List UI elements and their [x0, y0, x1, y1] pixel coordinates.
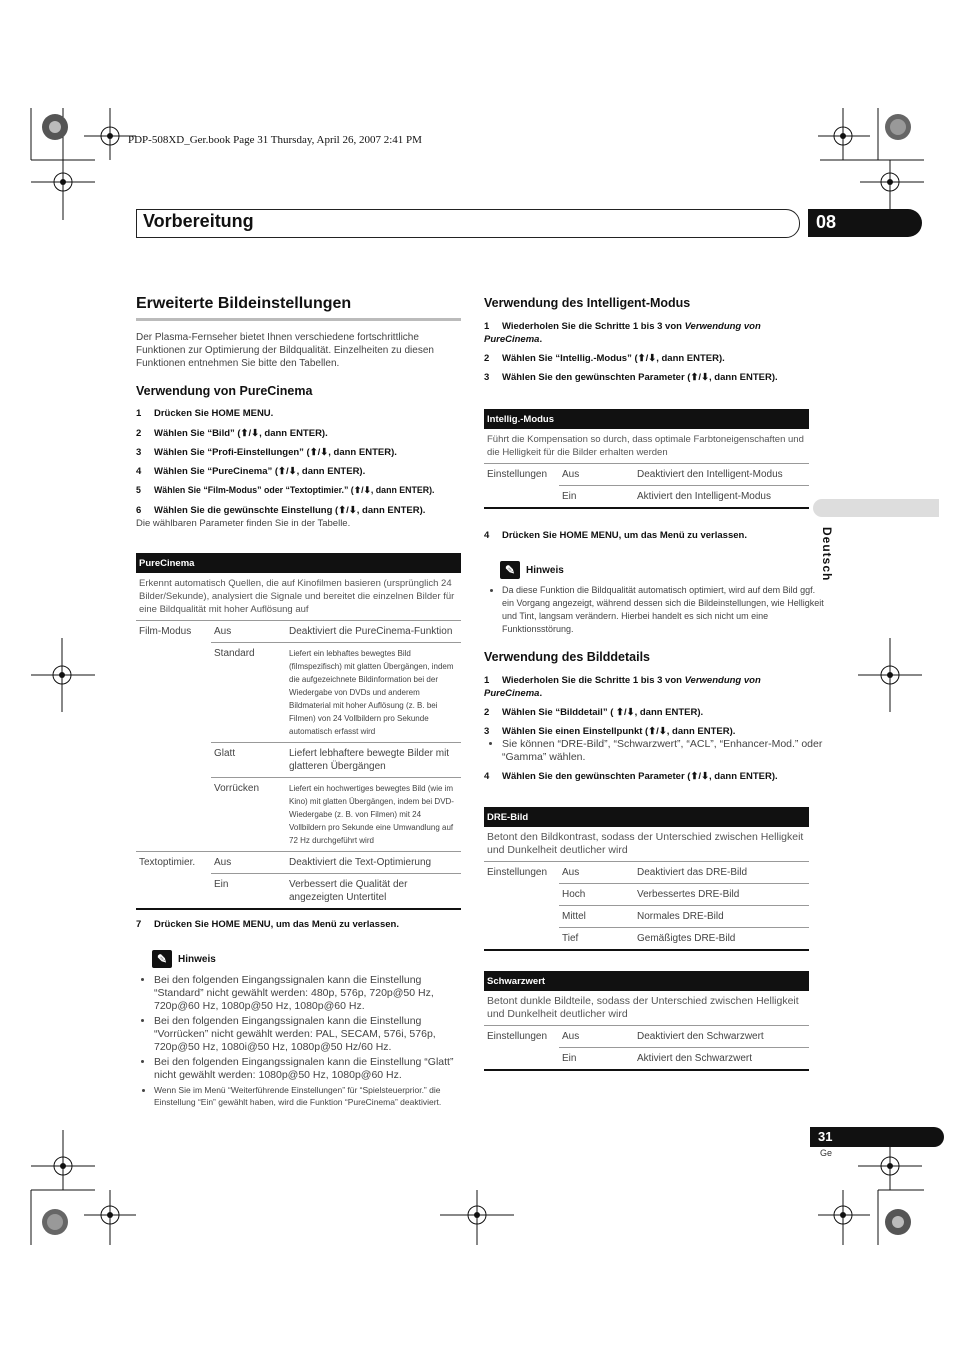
intelligent-step-3: 3 Wählen Sie den gewünschten Parameter (⬆/⬇, dann ENTER).: [484, 372, 778, 383]
list-item: • Bei den folgenden Eingangssignalen kann die Einstellung “Vorrücken” nicht gewählt werden: PAL, SECAM, 576i, 576p, 720p@50 Hz, 1080i@50 Hz, 1080p@50 Hz/60 Hz.: [154, 1015, 464, 1054]
bilddetails-step-1: 1 Wiederholen Sie die Schritte 1 bis 3 von Verwendung von PureCinema.: [484, 675, 761, 699]
option-description: Deaktiviert die Text-Optimierung: [286, 852, 461, 874]
option-description: Aktiviert den Intelligent-Modus: [634, 486, 809, 509]
option-description: Normales DRE-Bild: [634, 906, 809, 928]
intelligent-table: [484, 409, 809, 509]
intelligent-step-4: 4 Drücken Sie HOME MENU, um das Menü zu verlassen.: [484, 530, 747, 541]
purecinema-table: [136, 553, 461, 910]
option-value: Mittel: [559, 906, 634, 928]
option-description: Liefert ein lebhaftes bewegtes Bild (filmspezifisch) mit glatten Übergängen, indem die aufgezeichnete Bildinformation bei der Wiedergabe von DVDs und anderem Bildmaterial mit hoher Auflösung (z. B. bei Filmen) von 24 Vollbildern pro Sekunde automatisch erfasst wird: [286, 643, 461, 743]
option-value: Aus: [559, 464, 634, 486]
table-row: [136, 852, 461, 874]
hinweis-heading: [152, 950, 216, 968]
section-title-rule: [136, 318, 461, 321]
note-pencil-icon: ✎: [152, 950, 172, 968]
option-value: Standard: [211, 643, 286, 743]
page-language-code: Ge: [820, 1148, 833, 1158]
group-label: Einstellungen: [484, 1026, 559, 1071]
bilddetails-subtitle: Verwendung des Bilddetails: [484, 650, 651, 664]
option-value: Ein: [559, 1048, 634, 1071]
step-6: 6 Wählen Sie die gewünschte Einstellung (⬆/⬇, dann ENTER).: [136, 505, 426, 516]
option-description: Deaktiviert die PureCinema-Funktion: [286, 621, 461, 643]
list-item: • Da diese Funktion die Bildqualität automatisch optimiert, wird auf dem Bild ggf. ein Vorgang angezeigt, während dessen sich die Bildeinstellungen, wie Helligkeit und Tint, langsam verändern. Hierbei handelt es sich nicht um eine Funktionsstörung.: [502, 584, 824, 636]
file-header: PDP-508XD_Ger.book Page 31 Thursday, April 26, 2007 2:41 PM: [128, 134, 422, 146]
option-description: Deaktiviert den Schwarzwert: [634, 1026, 809, 1048]
intelligent-step-2: 2 Wählen Sie “Intellig.-Modus” (⬆/⬇, dann ENTER).: [484, 353, 725, 364]
language-tab: [813, 499, 939, 517]
table-description: Betont dunkle Bildteile, sodass der Unterschied zwischen Helligkeit und Dunkelheit deutlicher wird: [484, 991, 809, 1026]
step-7: 7 Drücken Sie HOME MENU, um das Menü zu verlassen.: [136, 919, 399, 930]
option-description: Deaktiviert das DRE-Bild: [634, 862, 809, 884]
table-description: Führt die Kompensation so durch, dass optimale Farbtoneigenschaften und die Helligkeit für die Bilder erhalten werden: [484, 429, 809, 464]
table-row: [484, 1026, 809, 1048]
chapter-title: Vorbereitung: [143, 211, 254, 231]
list-item: • Wenn Sie im Menü “Weiterführende Einstellungen” für “Spielsteuerprior.” die Einstellung “Ein” gewählt haben, wird die Funktion “PureCinema” deaktiviert.: [154, 1084, 464, 1108]
bilddetails-step-3: 3 Wählen Sie einen Einstellpunkt (⬆/⬇, dann ENTER).: [484, 726, 736, 737]
hinweis-label: Hinweis: [526, 564, 564, 576]
option-description: Liefert lebhaftere bewegte Bilder mit glatteren Übergängen: [286, 743, 461, 778]
option-description: Verbessert die Qualität der angezeigten Untertitel: [286, 874, 461, 910]
table-header: DRE-Bild: [484, 807, 809, 827]
group-label: Film-Modus: [136, 621, 211, 852]
intelligent-step-1: 1 Wiederholen Sie die Schritte 1 bis 3 von Verwendung von PureCinema.: [484, 321, 761, 345]
option-value: Ein: [559, 486, 634, 509]
bilddetails-step-2: 2 Wählen Sie “Bilddetail” ( ⬆/⬇, dann ENTER).: [484, 707, 704, 718]
step-4: 4 Wählen Sie “PureCinema” (⬆/⬇, dann ENTER).: [136, 466, 366, 477]
option-value: Aus: [211, 852, 286, 874]
table-row: [484, 464, 809, 486]
list-item: • Bei den folgenden Eingangssignalen kann die Einstellung “Glatt” nicht gewählt werden: 1080p@50 Hz, 1080p@60 Hz.: [154, 1056, 464, 1082]
section-intro: Der Plasma-Fernseher bietet Ihnen verschiedene fortschrittliche Funktionen zur Optimierung der Bildqualität. Einzelheiten zu diesen Funktionen entnehmen Sie bitte den Tabellen.: [136, 332, 434, 369]
group-label: Einstellungen: [484, 862, 559, 951]
option-description: Liefert ein hochwertiges bewegtes Bild (wie im Kino) mit glatten Übergängen, indem bei DVD-Wiedergabe (z. B. von Filmen) mit 24 Vollbildern pro Sekunde eine Umwandlung auf 72 Hz durchgeführt wird: [286, 778, 461, 852]
option-value: Ein: [211, 874, 286, 910]
group-label: Einstellungen: [484, 464, 559, 509]
step-5: 5 Wählen Sie “Film-Modus” oder “Textoptimier.” (⬆/⬇, dann ENTER).: [136, 485, 435, 495]
step-6-note: Die wählbaren Parameter finden Sie in der Tabelle.: [136, 518, 351, 529]
step-3: 3 Wählen Sie “Profi-Einstellungen” (⬆/⬇, dann ENTER).: [136, 447, 397, 458]
option-value: Vorrücken: [211, 778, 286, 852]
option-description: Gemäßigtes DRE-Bild: [634, 928, 809, 951]
bilddetails-step-4: 4 Wählen Sie den gewünschten Parameter (⬆/⬇, dann ENTER).: [484, 771, 778, 782]
intelligent-subtitle: Verwendung des Intelligent-Modus: [484, 296, 691, 310]
option-value: Aus: [559, 1026, 634, 1048]
purecinema-subtitle: Verwendung von PureCinema: [136, 384, 313, 398]
language-label: Deutsch: [820, 527, 834, 582]
hinweis-heading: [500, 561, 564, 579]
option-value: Hoch: [559, 884, 634, 906]
table-row: [136, 621, 461, 643]
option-description: Deaktiviert den Intelligent-Modus: [634, 464, 809, 486]
step-2: 2 Wählen Sie “Bild” (⬆/⬇, dann ENTER).: [136, 428, 328, 439]
step-1: 1 Drücken Sie HOME MENU.: [136, 408, 274, 419]
section-title: Erweiterte Bildeinstellungen: [136, 295, 352, 312]
hinweis-label: Hinweis: [178, 953, 216, 965]
schwarzwert-table: [484, 971, 809, 1071]
option-description: Verbessertes DRE-Bild: [634, 884, 809, 906]
page-number: 31: [818, 1129, 833, 1144]
list-item: • Sie können “DRE-Bild”, “Schwarzwert”, “ACL”, “Enhancer-Mod.” oder “Gamma” wählen.: [502, 738, 824, 764]
notes-list: [138, 974, 464, 1110]
table-header: Intellig.-Modus: [484, 409, 809, 429]
notes-list: [486, 738, 824, 766]
option-value: Aus: [559, 862, 634, 884]
table-row: [484, 862, 809, 884]
option-value: Glatt: [211, 743, 286, 778]
option-value: Tief: [559, 928, 634, 951]
dre-table: [484, 807, 809, 951]
chapter-number: 08: [816, 212, 837, 232]
table-description: Betont den Bildkontrast, sodass der Unterschied zwischen Helligkeit und Dunkelheit deutlicher wird: [484, 827, 809, 862]
group-label: Textoptimier.: [136, 852, 211, 910]
table-header: Schwarzwert: [484, 971, 809, 991]
notes-list: [486, 584, 824, 638]
option-value: Aus: [211, 621, 286, 643]
list-item: • Bei den folgenden Eingangssignalen kann die Einstellung “Standard” nicht gewählt werden: 480p, 576p, 720p@50 Hz, 720p@60 Hz, 1080p@50 Hz, 1080p@60 Hz.: [154, 974, 464, 1013]
table-header: PureCinema: [136, 553, 461, 573]
option-description: Aktiviert den Schwarzwert: [634, 1048, 809, 1071]
note-pencil-icon: ✎: [500, 561, 520, 579]
table-description: Erkennt automatisch Quellen, die auf Kinofilmen basieren (ursprünglich 24 Bilder/Sekunde), analysiert die Signale und bereitet die einzelnen Bilder für eine Bildqualität mit hoher Auflösung auf: [136, 573, 461, 621]
